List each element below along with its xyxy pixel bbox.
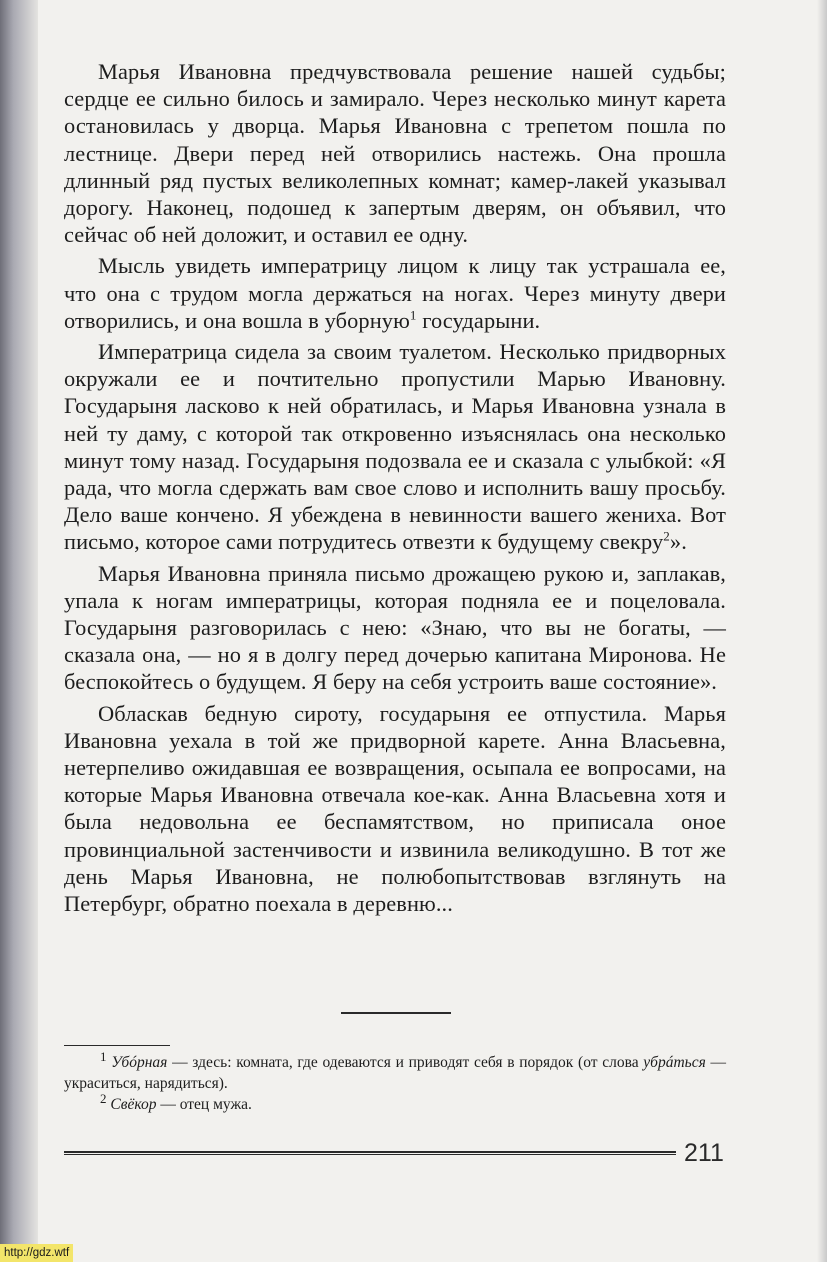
main-text: [64, 58, 726, 917]
section-end-rule: [341, 1012, 451, 1014]
watermark-link[interactable]: http://gdz.wtf: [0, 1244, 73, 1262]
page-number: 211: [684, 1139, 724, 1167]
footnote-1-term-2: убрáться: [643, 1054, 706, 1071]
footnote-1-term: Убóрная: [111, 1054, 168, 1071]
footnote-mark-1: 1: [409, 307, 417, 323]
footnotes: [64, 1048, 726, 1115]
paragraph-3-last-word: свекру: [599, 529, 664, 555]
page-edge-shadow: [817, 0, 827, 1262]
footnote-1-definition: — здесь: комната, где одеваются и приводят себя в порядок (от слова: [167, 1054, 644, 1071]
paragraph-2: [64, 252, 726, 334]
paragraph-3: [64, 338, 726, 556]
paragraph-3-text: Императрица сидела за своим туалетом. Несколько придворных окружали ее и почтительно пропустили Марью Ивановну. Государыня ласково к ней обратилась, и Марья Ивановна узнала в ней ту даму, с которой так откровенно изъяснялась она несколько минут тому назад. Государыня подозвала ее и сказала с улыбкой: «Я рада, что могла сдержать вам свое слово и исполнить вашу просьбу. Дело ваше кончено. Я убеждена в невинности вашего жениха. Вот письмо, которое сами потрудитесь отвезти к будущему: [64, 339, 726, 555]
paragraph-4: Марья Ивановна приняла письмо дрожащею рукою и, заплакав, упала к ногам императрицы, которая подняла ее и поцеловала. Государыня разговорилась с нею: «Знаю, что вы не богаты, — сказала она, — но я в долгу перед дочерью капитана Миронова. Не беспокойтесь о будущем. Я беру на себя устроить ваше состояние».: [64, 560, 726, 695]
footnote-2: [64, 1090, 726, 1115]
footnote-1: [64, 1048, 726, 1094]
footnote-2-definition: — отец мужа.: [156, 1096, 252, 1113]
footer-rule: [64, 1151, 676, 1155]
paragraph-3-closing-quote: ».: [669, 529, 687, 555]
footnote-1-mark: 1: [100, 1048, 107, 1064]
footnote-mark-2: 2: [663, 528, 670, 544]
paragraph-1: Марья Ивановна предчувствовала решение нашей судьбы; сердце ее сильно билось и замирало. Через несколько минут карета остановилась у дворца. Марья Ивановна с трепетом пошла по лестнице. Двери перед ней отворились настежь. Она прошла длинный ряд пустых великолепных комнат; камер-лакей указывал дорогу. Наконец, подошед к запертым дверям, он объявил, что сейчас об ней доложит, и оставил ее одну.: [64, 59, 726, 248]
footnote-2-term: Свёкор: [110, 1096, 157, 1113]
paragraph-2-text: Мысль увидеть императрицу лицом к лицу так устрашала ее, что она с трудом могла держаться на ногах. Через минуту двери отворились, и она вошла в уборную: [64, 253, 726, 333]
footnote-1-definition-2: — украситься, нарядиться).: [64, 1054, 726, 1092]
footnote-separator: [64, 1045, 170, 1046]
footnote-2-mark: 2: [100, 1090, 107, 1106]
paragraph-2-tail: государыни.: [416, 307, 541, 333]
page-binding-shadow: [0, 0, 38, 1262]
paragraph-5: Обласкав бедную сироту, государыня ее отпустила. Марья Ивановна уехала в той же придворной карете. Анна Власьевна, нетерпеливо ожидавшая ее возвращения, осыпала ее вопросами, на которые Марья Ивановна отвечала кое-как. Анна Власьевна хотя и была недовольна ее беспамятством, но приписала оное провинциальной застенчивости и извинила великодушно. В тот же день Марья Ивановна, не полюбопытствовав взглянуть на Петербург, обратно поехала в деревню...: [64, 700, 726, 917]
